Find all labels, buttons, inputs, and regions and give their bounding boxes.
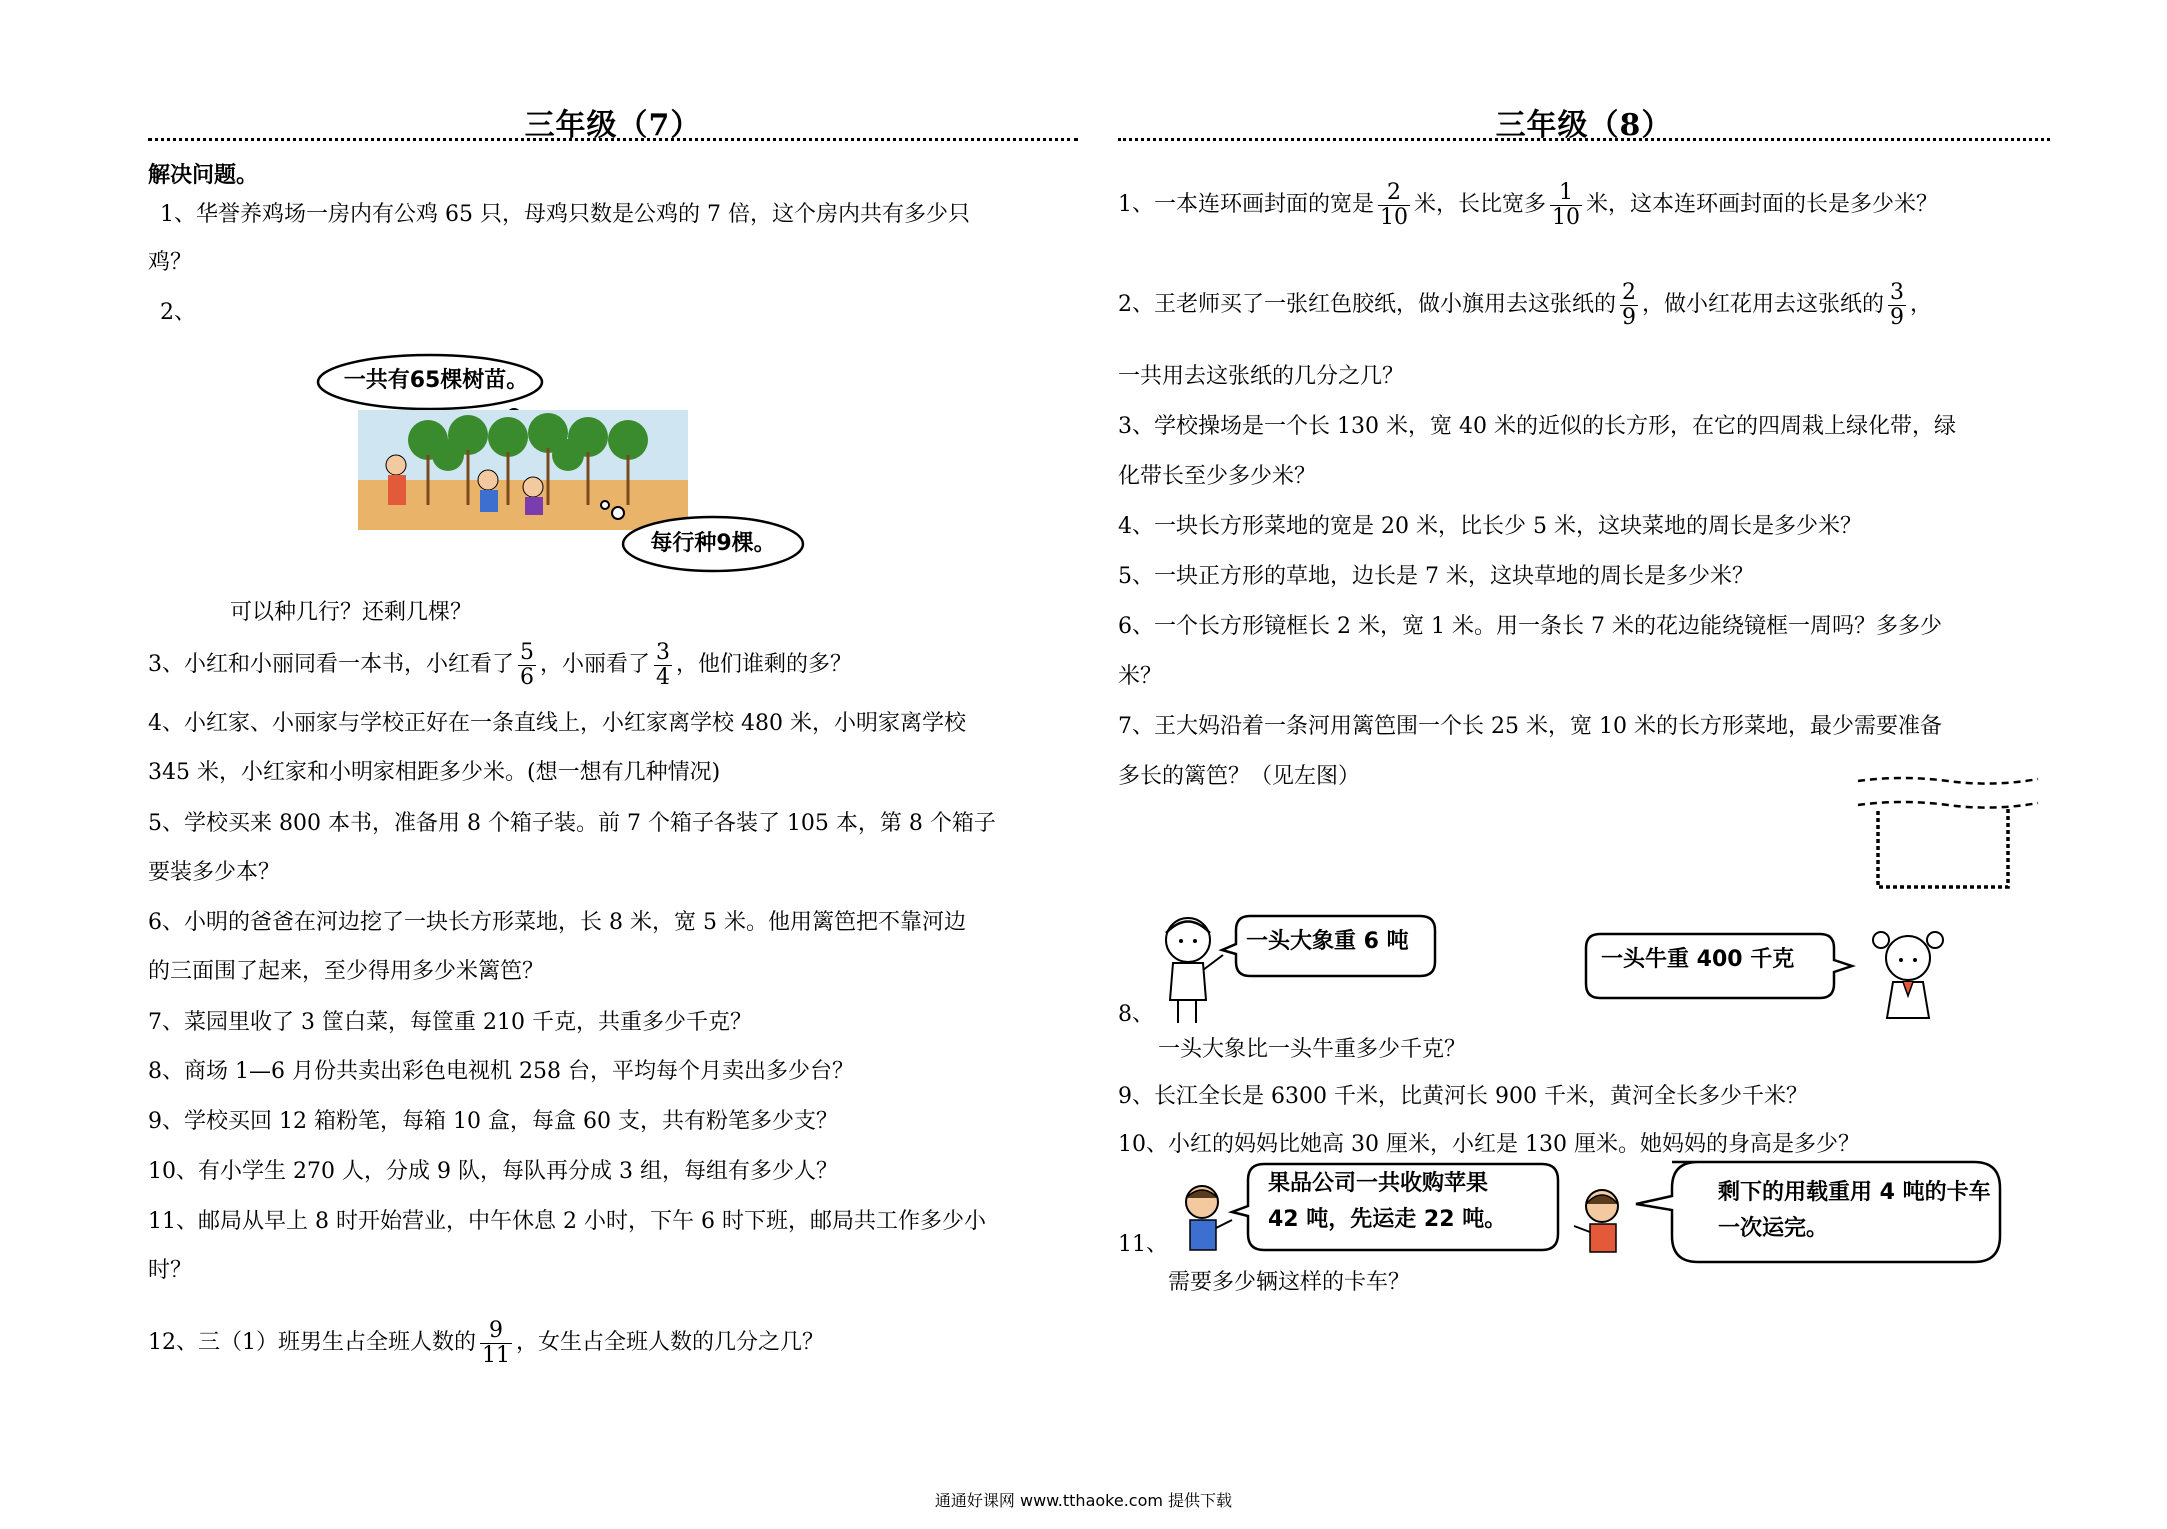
right-q1-prefix: 1、一本连环画封面的宽是	[1118, 192, 1374, 217]
left-q7: 7、菜园里收了 3 筐白菜，每筐重 210 千克，共重多少千克？	[148, 1010, 752, 1035]
right-title-rule	[1118, 138, 2050, 141]
right-q2-fraction-2	[1888, 281, 1906, 330]
left-q12-suffix: ，女生占全班人数的几分之几？	[516, 1330, 825, 1355]
right-q10: 10、小红的妈妈比她高 30 厘米，小红是 130 厘米。她妈妈的身高是多少？	[1118, 1132, 1860, 1157]
left-q10: 10、有小学生 270 人，分成 9 队，每队再分成 3 组，每组有多少人？	[148, 1159, 838, 1184]
right-q2-mid: ，做小红花用去这张纸的	[1642, 292, 1885, 317]
left-q3-fraction-2	[654, 641, 672, 690]
fraction-numerator: 2	[1622, 279, 1636, 305]
right-q9: 9、长江全长是 6300 千米，比黄河长 900 千米，黄河全长多少千米？	[1118, 1084, 1808, 1109]
fraction-numerator: 3	[1890, 279, 1905, 305]
right-q2-fraction-1	[1620, 281, 1638, 330]
left-q6-line2: 的三面围了起来，至少得用多少米篱笆？	[148, 959, 545, 984]
truck-bubble-text-line2: 一次运完。	[1718, 1216, 1829, 1241]
fraction-numerator: 5	[520, 639, 534, 665]
right-q11-label: 11、	[1118, 1232, 1168, 1257]
fraction-denominator: 6	[520, 664, 534, 690]
right-q1-fraction-2	[1550, 181, 1582, 230]
right-q3-line1: 3、学校操场是一个长 130 米，宽 40 米的近似的长方形，在它的四周栽上绿化带，绿	[1118, 414, 1956, 439]
left-q5-line2: 要装多少本？	[148, 860, 281, 885]
truck-bubble-text-line1: 剩下的用载重用 4 吨的卡车	[1718, 1180, 1991, 1205]
right-q2	[1118, 280, 2050, 330]
fence-diagram	[1858, 775, 2038, 895]
left-q2-question: 可以种几行？还剩几棵？	[230, 600, 473, 625]
left-q8: 8、商场 1—6 月份共卖出彩色电视机 258 台，平均每个月卖出多少台？	[148, 1059, 854, 1084]
left-q6-line1: 6、小明的爸爸在河边挖了一块长方形菜地，长 8 米，宽 5 米。他用篱笆把不靠河边	[148, 910, 966, 935]
fraction-numerator: 3	[656, 639, 671, 665]
left-q11-line2: 时？	[148, 1258, 193, 1283]
left-q1-line2: 鸡？	[148, 250, 193, 275]
apple-bubble-text-line1: 果品公司一共收购苹果	[1268, 1171, 1489, 1196]
fraction-denominator: 9	[1890, 304, 1905, 330]
right-q2-suffix: ，	[1910, 292, 1933, 317]
left-q9: 9、学校买回 12 箱粉笔，每箱 10 盒，每盒 60 支，共有粉笔多少支？	[148, 1109, 838, 1134]
right-q4: 4、一块长方形菜地的宽是 20 米，比长少 5 米，这块菜地的周长是多少米？	[1118, 514, 1862, 539]
right-q1-fraction-1	[1378, 181, 1410, 230]
right-q3-line2: 化带长至少多少米？	[1118, 464, 1317, 489]
left-q3-suffix: ，他们谁剩的多？	[676, 652, 853, 677]
footer-credit: 通通好课网 www.tthaoke.com 提供下载	[934, 1491, 1233, 1510]
left-q12-fraction	[480, 1319, 512, 1368]
right-title: 三年级（8）	[1495, 108, 1673, 143]
right-q7-line1: 7、王大妈沿着一条河用篱笆围一个长 25 米，宽 10 米的长方形菜地，最少需要准备	[1118, 714, 1942, 739]
left-q3	[148, 640, 1078, 690]
bubble-top-text: 一共有65棵树苗。	[343, 368, 529, 393]
left-heading: 解决问题。	[148, 162, 259, 188]
fraction-denominator: 11	[482, 1342, 510, 1368]
left-q12	[148, 1318, 1078, 1368]
right-q8-question: 一头大象比一头牛重多少千克？	[1158, 1037, 1467, 1062]
left-title: 三年级（7）	[524, 108, 702, 143]
fraction-denominator: 10	[1380, 204, 1408, 230]
apple-bubble-text-line2: 42 吨，先运走 22 吨。	[1268, 1207, 1507, 1232]
fraction-denominator: 9	[1622, 304, 1636, 330]
fraction-numerator: 9	[480, 1319, 512, 1344]
elephant-bubble-text: 一头大象重 6 吨	[1246, 929, 1409, 954]
right-q7-line2: 多长的篱笆？（见左图）	[1118, 764, 1361, 789]
cow-bubble-text: 一头牛重 400 千克	[1601, 947, 1795, 972]
left-q3-prefix: 3、小红和小丽同看一本书，小红看了	[148, 652, 514, 677]
left-q1-line1: 1、华誉养鸡场一房内有公鸡 65 只，母鸡只数是公鸡的 7 倍，这个房内共有多少只	[160, 202, 970, 227]
left-title-rule	[148, 138, 1078, 141]
left-q4-line1: 4、小红家、小丽家与学校正好在一条直线上，小红家离学校 480 米，小明家离学校	[148, 711, 966, 736]
right-q6-line2: 米？	[1118, 664, 1163, 689]
right-q1-suffix: 米，这本连环画封面的长是多少米？	[1586, 192, 1939, 217]
right-q11-question: 需要多少辆这样的卡车？	[1168, 1270, 1411, 1295]
left-q5-line1: 5、学校买来 800 本书，准备用 8 个箱子装。前 7 个箱子各装了 105 本，第 8 个箱子	[148, 811, 996, 836]
left-q12-prefix: 12、三（1）班男生占全班人数的	[148, 1330, 476, 1355]
fraction-numerator: 2	[1378, 181, 1410, 206]
fraction-numerator: 1	[1550, 181, 1582, 206]
bubble-bottom-text: 每行种9棵。	[650, 531, 776, 556]
left-q2-label: 2、	[160, 300, 196, 325]
fraction-denominator: 10	[1552, 204, 1581, 230]
right-q8-label: 8、	[1118, 1002, 1154, 1027]
left-q3-mid: ，小丽看了	[540, 652, 651, 677]
left-q3-fraction-1	[518, 641, 536, 690]
right-q2-line2: 一共用去这张纸的几分之几？	[1118, 364, 1405, 389]
fraction-denominator: 4	[656, 664, 671, 690]
right-q1-mid: 米，长比宽多	[1414, 192, 1547, 217]
right-q2-prefix: 2、王老师买了一张红色胶纸，做小旗用去这张纸的	[1118, 292, 1616, 317]
left-q4-line2: 345 米，小红家和小明家相距多少米。(想一想有几种情况)	[148, 760, 721, 785]
right-q5: 5、一块正方形的草地，边长是 7 米，这块草地的周长是多少米？	[1118, 564, 1754, 589]
right-q6-line1: 6、一个长方形镜框长 2 米，宽 1 米。用一条长 7 米的花边能绕镜框一周吗？多多少	[1118, 614, 1942, 639]
right-q1	[1118, 180, 2050, 230]
left-q11-line1: 11、邮局从早上 8 时开始营业，中午休息 2 小时，下午 6 时下班，邮局共工作多少小	[148, 1209, 986, 1234]
